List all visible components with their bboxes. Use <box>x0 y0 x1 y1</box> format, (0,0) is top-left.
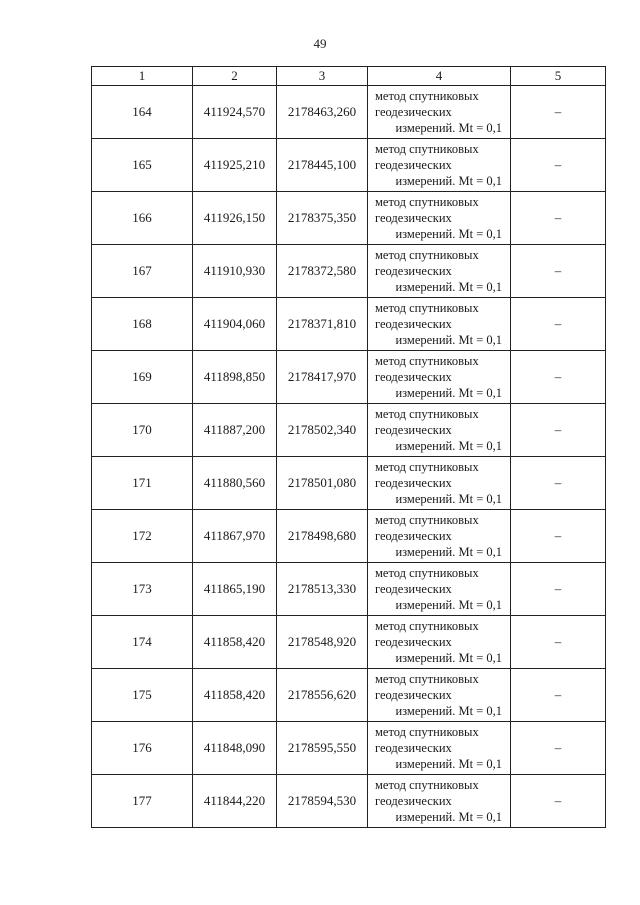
coordinate-x: 411858,420 <box>193 669 277 722</box>
method-cell <box>368 192 511 245</box>
coordinate-y: 2178513,330 <box>277 563 368 616</box>
method-line-3: измерений. Mt = 0,1 <box>395 810 502 824</box>
note-cell: – <box>511 245 606 298</box>
method-line-3: измерений. Mt = 0,1 <box>395 757 502 771</box>
method-line-1: метод спутниковых <box>375 778 479 792</box>
point-number: 169 <box>92 351 193 404</box>
point-number: 167 <box>92 245 193 298</box>
method-line-3: измерений. Mt = 0,1 <box>395 174 502 188</box>
method-line-1: метод спутниковых <box>375 301 479 315</box>
coordinate-x: 411844,220 <box>193 775 277 828</box>
coordinate-x: 411865,190 <box>193 563 277 616</box>
method-line-1: метод спутниковых <box>375 619 479 633</box>
method-cell <box>368 616 511 669</box>
coordinate-y: 2178594,530 <box>277 775 368 828</box>
method-line-3: измерений. Mt = 0,1 <box>395 439 502 453</box>
header-cell-5: 5 <box>511 67 606 86</box>
table-row <box>92 192 606 245</box>
method-line-3: измерений. Mt = 0,1 <box>395 227 502 241</box>
coordinate-y: 2178371,810 <box>277 298 368 351</box>
method-line-3: измерений. Mt = 0,1 <box>395 651 502 665</box>
note-cell: – <box>511 669 606 722</box>
method-line-3: измерений. Mt = 0,1 <box>395 386 502 400</box>
note-cell: – <box>511 86 606 139</box>
point-number: 166 <box>92 192 193 245</box>
point-number: 164 <box>92 86 193 139</box>
method-line-3: измерений. Mt = 0,1 <box>395 121 502 135</box>
table-row <box>92 669 606 722</box>
coordinate-x: 411858,420 <box>193 616 277 669</box>
method-line-1: метод спутниковых <box>375 460 479 474</box>
header-row <box>92 67 606 86</box>
point-number: 172 <box>92 510 193 563</box>
method-cell <box>368 245 511 298</box>
note-cell: – <box>511 563 606 616</box>
coordinate-y: 2178417,970 <box>277 351 368 404</box>
method-cell <box>368 86 511 139</box>
method-line-2: геодезических <box>375 423 452 437</box>
table-row <box>92 298 606 351</box>
method-line-2: геодезических <box>375 370 452 384</box>
coordinate-y: 2178375,350 <box>277 192 368 245</box>
header-cell-3: 3 <box>277 67 368 86</box>
coordinate-x: 411926,150 <box>193 192 277 245</box>
note-cell: – <box>511 616 606 669</box>
page-number: 49 <box>313 36 327 51</box>
coordinate-x: 411924,570 <box>193 86 277 139</box>
method-cell <box>368 722 511 775</box>
method-line-3: измерений. Mt = 0,1 <box>395 598 502 612</box>
coordinate-y: 2178556,620 <box>277 669 368 722</box>
point-number: 175 <box>92 669 193 722</box>
method-line-2: геодезических <box>375 264 452 278</box>
point-number: 171 <box>92 457 193 510</box>
method-line-2: геодезических <box>375 688 452 702</box>
method-line-2: геодезических <box>375 317 452 331</box>
method-line-1: метод спутниковых <box>375 407 479 421</box>
table-row <box>92 563 606 616</box>
point-number: 170 <box>92 404 193 457</box>
table-row <box>92 139 606 192</box>
table-row <box>92 510 606 563</box>
note-cell: – <box>511 404 606 457</box>
note-cell: – <box>511 457 606 510</box>
note-cell: – <box>511 192 606 245</box>
method-line-1: метод спутниковых <box>375 142 479 156</box>
coordinate-x: 411898,850 <box>193 351 277 404</box>
method-line-2: геодезических <box>375 741 452 755</box>
table-row <box>92 351 606 404</box>
point-number: 168 <box>92 298 193 351</box>
coordinate-y: 2178463,260 <box>277 86 368 139</box>
note-cell: – <box>511 722 606 775</box>
method-line-2: геодезических <box>375 635 452 649</box>
coordinate-y: 2178498,680 <box>277 510 368 563</box>
method-line-2: геодезических <box>375 582 452 596</box>
method-line-2: геодезических <box>375 476 452 490</box>
method-cell <box>368 457 511 510</box>
note-cell: – <box>511 351 606 404</box>
coordinate-y: 2178501,080 <box>277 457 368 510</box>
method-line-3: измерений. Mt = 0,1 <box>395 545 502 559</box>
table-row <box>92 775 606 828</box>
header-cell-1: 1 <box>92 67 193 86</box>
header-cell-4: 4 <box>368 67 511 86</box>
table-row <box>92 245 606 298</box>
method-cell <box>368 669 511 722</box>
method-line-2: геодезических <box>375 211 452 225</box>
method-line-3: измерений. Mt = 0,1 <box>395 333 502 347</box>
coordinate-x: 411887,200 <box>193 404 277 457</box>
table-row <box>92 616 606 669</box>
method-line-1: метод спутниковых <box>375 725 479 739</box>
coordinate-x: 411848,090 <box>193 722 277 775</box>
method-line-3: измерений. Mt = 0,1 <box>395 492 502 506</box>
method-line-3: измерений. Mt = 0,1 <box>395 704 502 718</box>
table-row <box>92 404 606 457</box>
note-cell: – <box>511 510 606 563</box>
note-cell: – <box>511 775 606 828</box>
table-row <box>92 86 606 139</box>
method-cell <box>368 775 511 828</box>
method-line-1: метод спутниковых <box>375 566 479 580</box>
method-line-3: измерений. Mt = 0,1 <box>395 280 502 294</box>
method-line-1: метод спутниковых <box>375 354 479 368</box>
coordinate-x: 411880,560 <box>193 457 277 510</box>
method-cell <box>368 510 511 563</box>
coordinates-table <box>91 66 606 828</box>
method-line-2: геодезических <box>375 158 452 172</box>
method-cell <box>368 298 511 351</box>
method-line-1: метод спутниковых <box>375 195 479 209</box>
coordinate-y: 2178372,580 <box>277 245 368 298</box>
method-cell <box>368 404 511 457</box>
note-cell: – <box>511 298 606 351</box>
coordinate-x: 411925,210 <box>193 139 277 192</box>
coordinate-y: 2178445,100 <box>277 139 368 192</box>
coordinate-y: 2178502,340 <box>277 404 368 457</box>
method-cell <box>368 139 511 192</box>
coordinate-y: 2178548,920 <box>277 616 368 669</box>
method-line-2: геодезических <box>375 794 452 808</box>
point-number: 177 <box>92 775 193 828</box>
method-line-2: геодезических <box>375 529 452 543</box>
point-number: 174 <box>92 616 193 669</box>
method-line-1: метод спутниковых <box>375 672 479 686</box>
method-cell <box>368 563 511 616</box>
method-line-1: метод спутниковых <box>375 513 479 527</box>
point-number: 176 <box>92 722 193 775</box>
table-row <box>92 722 606 775</box>
header-cell-2: 2 <box>193 67 277 86</box>
table-header <box>92 67 606 86</box>
table-body <box>92 86 606 828</box>
method-line-2: геодезических <box>375 105 452 119</box>
coordinate-x: 411867,970 <box>193 510 277 563</box>
point-number: 165 <box>92 139 193 192</box>
method-cell <box>368 351 511 404</box>
note-cell: – <box>511 139 606 192</box>
coordinate-y: 2178595,550 <box>277 722 368 775</box>
coordinate-x: 411910,930 <box>193 245 277 298</box>
method-line-1: метод спутниковых <box>375 248 479 262</box>
method-line-1: метод спутниковых <box>375 89 479 103</box>
coordinate-x: 411904,060 <box>193 298 277 351</box>
point-number: 173 <box>92 563 193 616</box>
table-row <box>92 457 606 510</box>
